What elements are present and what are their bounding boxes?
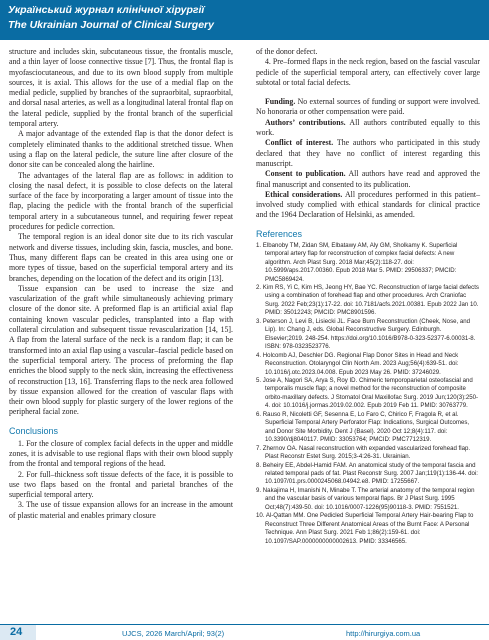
conclusion-item: 4. Pre–formed flaps in the neck region, based on the fascial vascular pedicle of the superficial temporal artery, can effectively cover large subtotal or total facial defects. [256, 57, 480, 87]
funding-text: No external sources of funding or support were involved. No honoraria or other compensation were paid. [256, 97, 480, 117]
ethics-statement [256, 190, 480, 221]
journal-header-banner [0, 0, 489, 40]
ethics-label: Ethical considerations. [265, 189, 343, 199]
contributions-statement [256, 118, 480, 139]
body-paragraph: A major advantage of the extended flap is that the donor defect is completely eliminated thanks to the additional stretched tissue. When using a flap on the lateral pedicle, the suture line after closure of the donor site can be concealed along the hairline. [9, 129, 233, 170]
reference-item: 9. Nakajima H, Imanishi N, Minabe T. The arterial anatomy of the temporal region and the vascular basis of various temporal flaps. Br J Plast Surg. 1995 Oct;48(7):439-50. doi: 10.1016/0007-1226(95)90118-3. PMID: 7551521. [256, 486, 475, 511]
references-heading: References [256, 228, 303, 239]
funding-label: Funding. [265, 97, 296, 107]
conclusion-item: 2. For full–thickness soft tissue defects of the face, it is possible to use two flaps based on the frontal and parietal branches of the superficial temporal artery. [9, 469, 233, 500]
reference-item: 2. Kim RS, Yi C, Kim HS, Jeong HY, Bae YC. Reconstruction of large facial defects using a combination of forehead flap and other procedures. Arch Craniofac Surg. 2022 Feb;23(1):17-22. doi: 10.7181/acfs.2021.00381. Epub 2022 Jan 10. PMID: 35012243; PMCID: PMC8901596. [256, 284, 479, 317]
conflict-label: Conflict of interest. [265, 138, 334, 148]
consent-label: Consent to publication. [265, 169, 346, 179]
page-number: 24 [10, 626, 23, 638]
conflict-text: The authors who participated in this study declared that they have no conflict of interest regarding this manuscript. [256, 138, 480, 168]
consent-text: All authors have read and approved the final manuscript and consented to its publication. [256, 169, 480, 189]
body-paragraph: Tissue expansion can be used to increase the size and vascularization of the graft while simultaneously achieving primary closure of the donor site. A preformed flap is an artificial axial flap containing known vascular pedicles, transplanted into a flap with collateral circulation and subsequent tissue revascularization [14, 15]. A flap from the lateral surface of the neck is a random flap; it can be transformed into an axial flap using a vascular–fascial pedicle based on the superficial temporal artery. The process of preforming the flap enriches the blood supply to the neck skin, increasing the effectiveness of reconstruction [13, 16]. Transferring flaps to the neck area followed by tissue expansion allowed for the creation of vascular flaps with their own blood supply for plastic surgery of the lower regions of the peripheral facial zone. [9, 283, 233, 417]
footer-divider [0, 624, 489, 625]
reference-item: 3. Peterson J, Levi B, Lisiecki JL. Face Burn Reconstruction (Cheek, Nose, and Lip). In: Chang J, eds. Global Reconstructive Surgery. Edinburgh. Elsevier;2019. 248-254. https://doi.org/10.1016/B978-0-323-52377-6.00031-8. ISBN: 978-0323523776. [256, 317, 476, 351]
reference-item: 4. Holcomb AJ, Deschler DG. Regional Flap Donor Sites in Head and Neck Reconstruction. Otolaryngol Clin North Am. 2023 Aug;56(4):639-51. doi: 10.1016/j.otc.2023.04.008. Epub 2023 May 26. PMID: 37246029. [256, 351, 459, 376]
body-paragraph: structure and includes skin, subcutaneous tissue, the frontalis muscle, and a thin layer of loose connective tissue [7]. Thus, the frontal flap is myofasciocutaneous, and due to its own blood supply from multiple sources, it is axial. This allows for the use of a medial flap on the medial pedicle, supplied by branches of the supraorbital, supraorbital, and dorsal nasal arteries, as well as a longitudinal lateral frontal flap on the lateral pedicle, supplied by the frontal branch of the superficial temporal artery. [9, 47, 233, 129]
funding-statement [256, 97, 480, 118]
body-paragraph: of the donor defect. [256, 47, 318, 56]
left-column [9, 47, 233, 521]
consent-statement [256, 169, 480, 190]
contributions-text: All authors contributed equally to this work. [256, 117, 480, 138]
ethics-text: All procedures performed in this patient–involved study complied with ethical standards for clinical practice and the 1964 Declaration of Helsinki, as amended. [256, 189, 480, 220]
reference-item: 6. Rauso R, Nicoletti GF, Sesenna E, Lo Faro C, Chirico F, Fragola R, et al. Superficial Temporal Artery Perforator Flap: Indications, Surgical Outcomes, and Donor Site Morbidity. Dent J (Basel). 2020 Oct 12;8(4):117. doi: 10.3390/dj8040117. PMID: 33053764; PMCID: PMC7712319. [256, 410, 470, 444]
conclusion-item: 3. The use of tissue expansion allows for an increase in the amount of plastic material and enables primary closure [9, 500, 233, 520]
reference-item: 5. Jose A, Nagori SA, Arya S, Roy ID. Chimeric temporoparietal osteofascial and temporalis muscle flap; a novel method for the reconstruction of composite orbito-maxillary defects. J Stomatol Oral Maxillofac Surg. 2019 Jun;120(3):250-4. doi: 10.1016/j.jormas.2019.02.002. Epub 2019 Feb 11. PMID: 30763779. [256, 377, 479, 410]
references-list [256, 242, 480, 546]
body-paragraph: The temporal region is an ideal donor site due to its rich vascular network and diverse tissues, including skin, fascia, muscles, and bone. Thus, many different flaps can be created in this area using one or more types of tissue, based on the superficial temporal artery and its branches, depending on the location of the defect and its origin [13]. [9, 232, 233, 283]
body-paragraph: The advantages of the lateral flap are as follows: in addition to closing the nasal defect, it is possible to close defects on the lateral surface of the face by incorporating a larger amount of tissue into the flap, placing the pedicle with the frontal branch of the superficial temporal artery in a subcutaneous tunnel, and requiring fewer repeat procedures for pedicle correction. [9, 170, 233, 232]
reference-item: 1. Elbanoby TM, Zidan SM, Elbatawy AM, Aly GM, Sholkamy K. Superficial temporal artery flap for reconstruction of complex facial defects: A new algorithm. Arch Plast Surg. 2018 Mar;45(2):118-27. doi: 10.5999/aps.2017.00360. Epub 2018 Mar 5. PMID: 29506337; PMCID: PMC5869424. [256, 241, 458, 283]
reference-item: 8. Beheiry EE, Abdel-Hamid FAM. An anatomical study of the temporal fascia and related temporal pads of fat. Plast Reconstr Surg. 2007 Jan;119(1):136-44. doi: 10.1097/01.prs.0000245068.04942.e8. PMID: 17255667. [256, 461, 478, 486]
right-column [256, 47, 480, 546]
conclusion-item: 1. For the closure of complex facial defects in the upper and middle zones, it is advisable to use regional flaps with their own blood supply from the frontal and temporal regions of the head. [9, 438, 233, 469]
conclusions-heading: Conclusions [9, 425, 59, 436]
contributions-label: Authors’ contributions. [265, 117, 346, 127]
reference-item: 7. Zhernov OA. Nasal reconstruction with expanded vascularized forehead flap. Plast Reconstr Estet Surg. 2015;3-4:26-31. Ukrainian. [256, 444, 471, 461]
journal-title-ukrainian: Український журнал клінічної хірургії [8, 4, 205, 16]
journal-title-english: The Ukrainian Journal of Clinical Surgery [8, 19, 214, 31]
journal-url-link[interactable]: http://hirurgiya.com.ua [346, 629, 421, 638]
conflict-statement [256, 138, 480, 169]
journal-citation: UJCS, 2026 March/April; 93(2) [122, 629, 225, 638]
reference-item: 10. Al-Qattan MM. One Pedicled Superficial Temporal Artery Hair-bearing Flap to Reconstruct Three Different Anatomical Areas of the Burnt Face: A Personal Technique. Ann Plast Surg. 2021 Feb 1;86(2):159-61. doi: 10.1097/SAP.0000000000002613. PMID: 33346565. [256, 512, 474, 545]
